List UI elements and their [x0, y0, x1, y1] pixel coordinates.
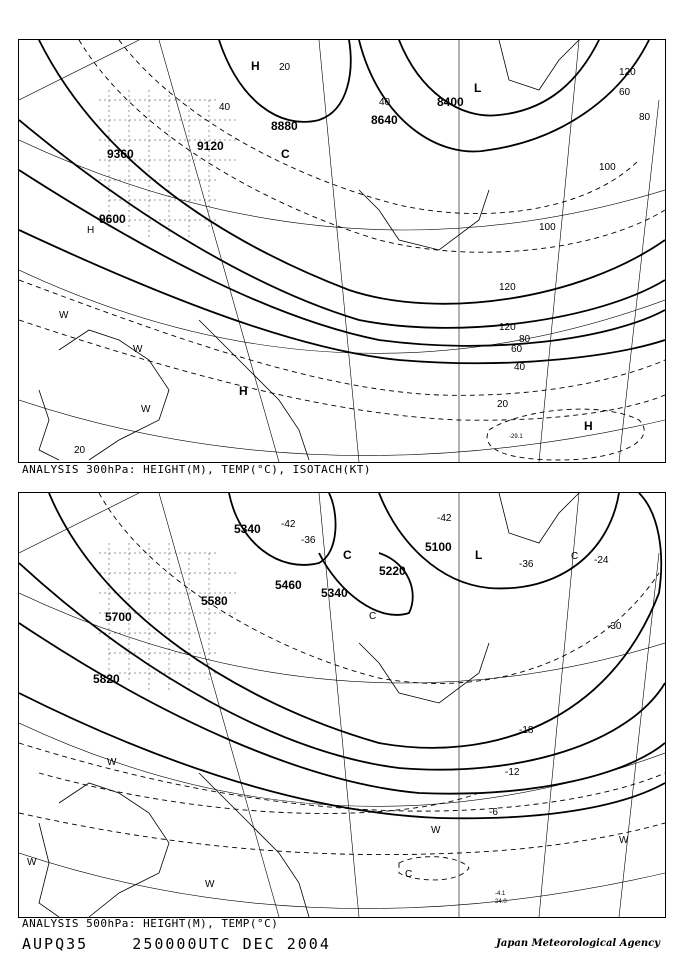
height-label: 8880 [271, 119, 298, 133]
isotach-label: 120 [619, 67, 636, 78]
product-identifier: AUPQ35 250000UTC DEC 2004 [22, 935, 331, 953]
isotach-label: 80 [519, 334, 531, 345]
isotherm-label: -42 [437, 513, 452, 524]
height-label: 5580 [201, 594, 228, 608]
warm-center: W [27, 857, 37, 868]
warm-center: W [205, 879, 215, 890]
warm-center: W [431, 825, 441, 836]
high-center: H [239, 384, 248, 398]
coastline-300 [39, 40, 579, 460]
height-label: 8640 [371, 113, 398, 127]
isotach-labels-300 [74, 62, 651, 456]
isotherm-label: -30 [607, 621, 622, 632]
height-label: 5700 [105, 610, 132, 624]
graticule-300 [19, 40, 665, 462]
isotach-label: 120 [499, 282, 516, 293]
station-value: -29.1 [509, 434, 523, 440]
height-label: 5220 [379, 564, 406, 578]
isotherm-label: -12 [505, 767, 520, 778]
station-value: 24.0 [495, 899, 507, 905]
height-label: 5460 [275, 578, 302, 592]
caption-300hpa: ANALYSIS 300hPa: HEIGHT(M), TEMP(°C), ISOTACH(KT) [22, 463, 372, 476]
isotherm-contours-500 [19, 493, 665, 880]
height-label: 8400 [437, 95, 464, 109]
isotach-label: 20 [279, 62, 291, 73]
height-contours-300 [19, 40, 665, 363]
height-label: 9600 [99, 212, 126, 226]
high-center: H [87, 225, 95, 236]
warm-center: W [141, 404, 151, 415]
warm-center: W [133, 344, 143, 355]
isotach-label: 20 [74, 445, 86, 456]
cold-center: C [571, 551, 579, 562]
warm-center: W [107, 757, 117, 768]
cold-center: C [281, 147, 290, 161]
graticule-500 [19, 493, 665, 917]
coastline-500 [39, 493, 579, 917]
map-300hpa-svg [19, 40, 665, 462]
height-label: 9360 [107, 147, 134, 161]
warm-center: W [59, 310, 69, 321]
map-300hpa-panel [18, 39, 666, 463]
isotach-label: 60 [619, 87, 631, 98]
isotach-label: 20 [497, 399, 509, 410]
height-label: 9120 [197, 139, 224, 153]
isotherm-label: -42 [281, 519, 296, 530]
height-labels-500 [93, 522, 452, 686]
isotherm-label: -36 [301, 535, 316, 546]
cold-center: C [405, 869, 413, 880]
height-label: 5340 [321, 586, 348, 600]
cold-center: C [369, 611, 377, 622]
map-500hpa-panel [18, 492, 666, 918]
height-label: 5340 [234, 522, 261, 536]
isotach-label: 40 [514, 362, 526, 373]
height-contours-500 [19, 493, 665, 818]
height-label: 5820 [93, 672, 120, 686]
caption-500hpa: ANALYSIS 500hPa: HEIGHT(M), TEMP(°C) [22, 917, 279, 930]
agency-credit: Japan Meteorological Agency [496, 938, 660, 949]
cold-center: C [343, 548, 352, 562]
high-center: H [584, 419, 593, 433]
isotach-label: 40 [219, 102, 231, 113]
low-center: L [475, 548, 483, 562]
isotach-contours-300 [19, 40, 665, 460]
high-center: H [251, 59, 260, 73]
isotach-label: 120 [499, 322, 516, 333]
isotach-label: 100 [539, 222, 556, 233]
isotach-label: 40 [379, 97, 391, 108]
isotherm-label: -36 [519, 559, 534, 570]
map-500hpa-svg [19, 493, 665, 917]
isotach-label: 60 [511, 344, 523, 355]
isotherm-label: -24 [594, 555, 609, 566]
isotach-label: 80 [639, 112, 651, 123]
low-center: L [474, 81, 482, 95]
height-label: 5100 [425, 540, 452, 554]
isotherm-label: -6 [489, 807, 498, 818]
warm-center: W [619, 835, 629, 846]
station-value: -4.1 [495, 891, 506, 897]
isotherm-label: -18 [519, 725, 534, 736]
isotach-label: 100 [599, 162, 616, 173]
